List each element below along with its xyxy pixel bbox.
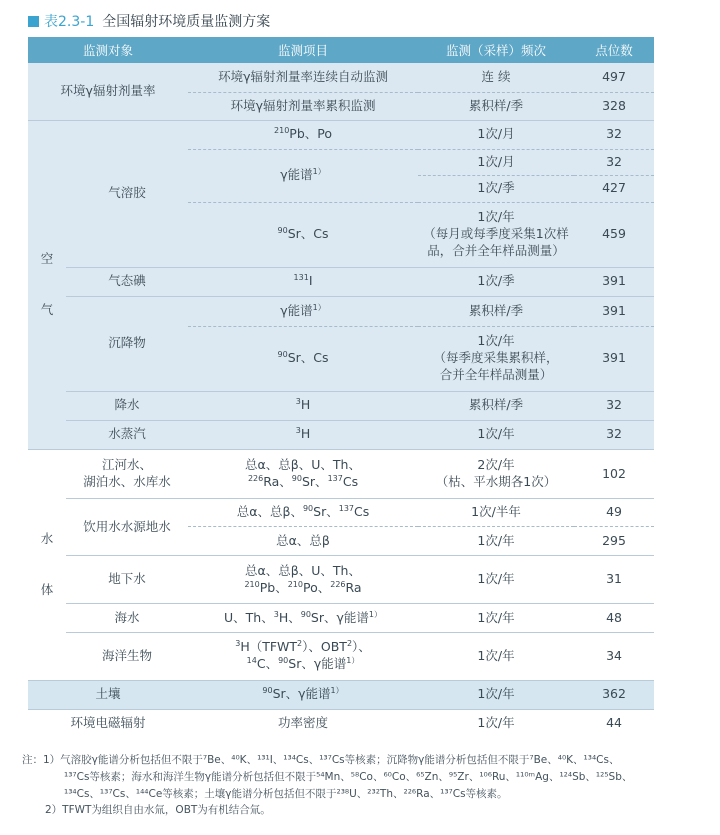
count-cell: 32: [574, 420, 654, 449]
freq-cell: 1次/年: [418, 527, 574, 556]
count-cell: 102: [574, 450, 654, 499]
object-vapor: 水蒸汽: [66, 420, 188, 449]
count-cell: 48: [574, 604, 654, 633]
object-gamma: 环境γ辐射剂量率: [28, 63, 188, 120]
count-cell: 49: [574, 499, 654, 527]
item-cell: $^{210}$Pb、Po: [188, 120, 418, 149]
object-rain: 降水: [66, 391, 188, 420]
table-row: [28, 296, 654, 326]
count-cell: 32: [574, 391, 654, 420]
object-aerosol: 气溶胶: [66, 120, 188, 267]
object-emf: 环境电磁辐射: [28, 709, 188, 738]
table-number: 表2.3-1: [44, 14, 95, 30]
freq-cell: 1次/年: [418, 633, 574, 680]
count-cell: 391: [574, 326, 654, 391]
table-row: [28, 499, 654, 527]
monitoring-plan-table: [28, 37, 654, 738]
item-cell: 总α、总β、U、Th、 $^{210}$Pb、$^{210}$Po、$^{226}$Ra: [188, 556, 418, 604]
item-cell: γ能谱$^{1)}$: [188, 296, 418, 326]
freq-cell: 累积样/季: [418, 391, 574, 420]
table-row: [28, 450, 654, 499]
freq-cell: 1次/年: [418, 604, 574, 633]
freq-cell: 1次/年 （每月或每季度采集1次样 品，合并全年样品测量）: [418, 202, 574, 267]
table-row: [28, 633, 654, 680]
note-line: 2）TFWT为组织自由水氚，OBT为有机结合氚。: [45, 804, 271, 817]
count-cell: 295: [574, 527, 654, 556]
item-cell: γ能谱$^{1)}$: [188, 149, 418, 202]
freq-cell: 2次/年 （枯、平水期各1次）: [418, 450, 574, 499]
freq-cell: 1次/年: [418, 680, 574, 709]
table-row: [28, 267, 654, 296]
count-cell: 32: [574, 149, 654, 175]
item-cell: 环境γ辐射剂量率累积监测: [188, 92, 418, 120]
table-header-row: [28, 37, 654, 63]
table-title-text: 全国辐射环境质量监测方案: [102, 14, 271, 30]
object-soil: 土壤: [28, 680, 188, 709]
title-marker-icon: [28, 16, 39, 27]
freq-cell: 1次/年 （每季度采集累积样， 合并全年样品测量）: [418, 326, 574, 391]
count-cell: 362: [574, 680, 654, 709]
table-row: [28, 420, 654, 449]
item-cell: $^{90}$Sr、Cs: [188, 326, 418, 391]
freq-cell: 1次/年: [418, 556, 574, 604]
item-cell: 功率密度: [188, 709, 418, 738]
group-water: 水 体: [28, 450, 66, 681]
item-cell: $^{90}$Sr、γ能谱$^{1)}$: [188, 680, 418, 709]
object-drinking-water: 饮用水水源地水: [66, 499, 188, 556]
item-cell: 总α、总β、$^{90}$Sr、$^{137}$Cs: [188, 499, 418, 527]
freq-cell: 1次/年: [418, 420, 574, 449]
object-river: 江河水、 湖泊水、水库水: [66, 450, 188, 499]
header-frequency: 监测（采样）频次: [418, 37, 574, 63]
table-row: [28, 63, 654, 92]
count-cell: 32: [574, 120, 654, 149]
count-cell: 497: [574, 63, 654, 92]
count-cell: 44: [574, 709, 654, 738]
freq-cell: 1次/季: [418, 175, 574, 202]
header-object: 监测对象: [28, 37, 188, 63]
item-cell: 环境γ辐射剂量率连续自动监测: [188, 63, 418, 92]
header-count: 点位数: [574, 37, 654, 63]
freq-cell: 累积样/季: [418, 296, 574, 326]
count-cell: 391: [574, 267, 654, 296]
table-row: [28, 709, 654, 738]
freq-cell: 1次/半年: [418, 499, 574, 527]
count-cell: 34: [574, 633, 654, 680]
object-seawater: 海水: [66, 604, 188, 633]
table-title: [28, 10, 270, 32]
header-item: 监测项目: [188, 37, 418, 63]
item-cell: $^{90}$Sr、Cs: [188, 202, 418, 267]
item-cell: 总α、总β、U、Th、 $^{226}$Ra、$^{90}$Sr、$^{137}$Cs: [188, 450, 418, 499]
object-iodine: 气态碘: [66, 267, 188, 296]
count-cell: 391: [574, 296, 654, 326]
table-row: [28, 391, 654, 420]
group-air: 空 气: [28, 120, 66, 450]
table-notes: [22, 752, 702, 819]
count-cell: 427: [574, 175, 654, 202]
note-line: ¹³⁴Cs、¹³⁷Cs、¹⁴⁴Ce等核素；土壤γ能谱分析包括但不限于²³⁸U、²³²Th、²²⁶Ra、¹³⁷Cs等核素。: [64, 787, 508, 800]
freq-cell: 1次/月: [418, 120, 574, 149]
item-cell: 总α、总β: [188, 527, 418, 556]
freq-cell: 1次/年: [418, 709, 574, 738]
note-line: 注：1）气溶胶γ能谱分析包括但不限于⁷Be、⁴⁰K、¹³¹I、¹³⁴Cs、¹³⁷Cs等核素；沉降物γ能谱分析包括但不限于⁷Be、⁴⁰K、¹³⁴Cs、: [22, 754, 620, 766]
freq-cell: 累积样/季: [418, 92, 574, 120]
item-cell: $^{131}$I: [188, 267, 418, 296]
freq-cell: 1次/月: [418, 149, 574, 175]
note-line: ¹³⁷Cs等核素；海水和海洋生物γ能谱分析包括但不限于⁵⁴Mn、⁵⁸Co、⁶⁰Co、⁶⁵Zn、⁹⁵Zr、¹⁰⁶Ru、¹¹⁰ᵐAg、¹²⁴Sb、¹²⁵Sb、: [64, 770, 633, 783]
object-marine-life: 海洋生物: [66, 633, 188, 680]
count-cell: 31: [574, 556, 654, 604]
object-fallout: 沉降物: [66, 296, 188, 391]
freq-cell: 1次/季: [418, 267, 574, 296]
table-row: [28, 680, 654, 709]
table-row: [28, 556, 654, 604]
count-cell: 328: [574, 92, 654, 120]
object-groundwater: 地下水: [66, 556, 188, 604]
count-cell: 459: [574, 202, 654, 267]
item-cell: $^3$H: [188, 391, 418, 420]
item-cell: U、Th、$^3$H、$^{90}$Sr、γ能谱$^{1)}$: [188, 604, 418, 633]
freq-cell: 连 续: [418, 63, 574, 92]
table-row: [28, 604, 654, 633]
item-cell: $^3$H（TFWT$^2$）、OBT$^2$）、 $^{14}$C、$^{90}$Sr、γ能谱$^{1)}$: [188, 633, 418, 680]
table-row: [28, 120, 654, 149]
item-cell: $^3$H: [188, 420, 418, 449]
